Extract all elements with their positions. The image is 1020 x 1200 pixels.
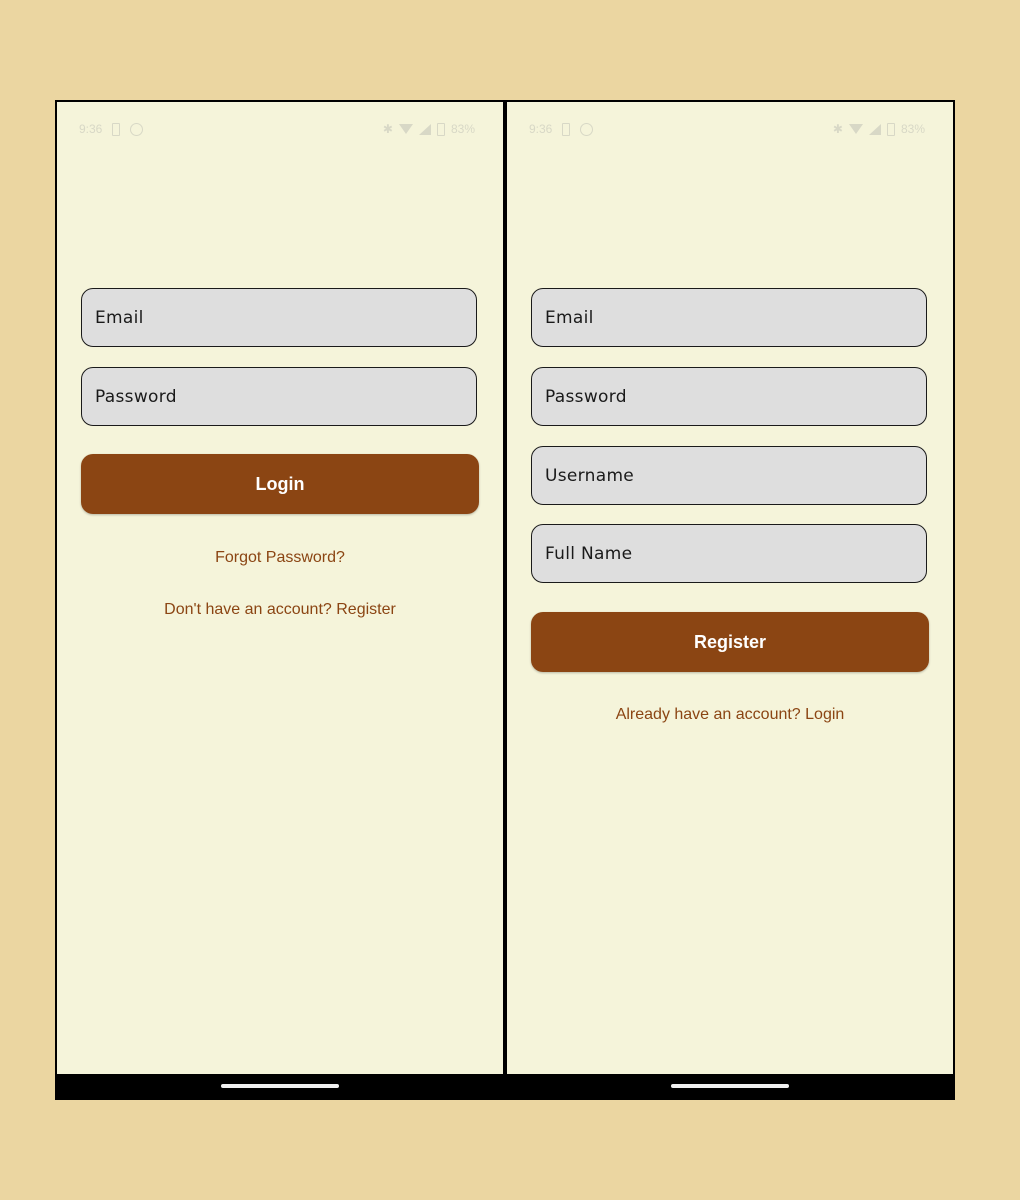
username-field[interactable] <box>531 446 927 505</box>
signal-icon <box>419 124 431 135</box>
full-name-field[interactable] <box>531 524 927 583</box>
battery-saver-icon <box>562 123 570 136</box>
email-input[interactable] <box>532 289 926 346</box>
sync-icon <box>580 123 593 136</box>
username-input[interactable] <box>532 447 926 504</box>
home-indicator[interactable] <box>671 1084 789 1088</box>
password-field[interactable] <box>81 367 477 426</box>
battery-percent: 83% <box>900 122 925 136</box>
wifi-icon <box>399 124 413 134</box>
device-frame <box>55 100 955 1100</box>
login-link[interactable]: Already have an account? Login <box>615 706 845 723</box>
battery-saver-icon <box>112 123 120 136</box>
password-field[interactable] <box>531 367 927 426</box>
bluetooth-icon: ✱ <box>832 122 843 136</box>
status-time: 9:36 <box>79 122 103 136</box>
status-bar <box>529 119 925 139</box>
wifi-icon <box>849 124 863 134</box>
password-input[interactable] <box>82 368 476 425</box>
email-field[interactable] <box>531 288 927 347</box>
forgot-password-link[interactable]: Forgot Password? <box>215 549 345 566</box>
bluetooth-icon: ✱ <box>382 122 393 136</box>
navigation-bar <box>505 1074 955 1100</box>
login-screen <box>57 102 503 1074</box>
sync-icon <box>130 123 143 136</box>
register-screen <box>507 102 953 1074</box>
battery-percent: 83% <box>450 122 475 136</box>
register-link[interactable]: Don't have an account? Register <box>164 601 396 618</box>
navigation-bar <box>55 1074 505 1100</box>
email-input[interactable] <box>82 289 476 346</box>
full-name-input[interactable] <box>532 525 926 582</box>
status-bar <box>79 119 475 139</box>
login-button[interactable]: Login <box>81 454 479 514</box>
signal-icon <box>869 124 881 135</box>
battery-icon <box>887 123 895 136</box>
register-button[interactable]: Register <box>531 612 929 672</box>
email-field[interactable] <box>81 288 477 347</box>
home-indicator[interactable] <box>221 1084 339 1088</box>
status-time: 9:36 <box>529 122 553 136</box>
battery-icon <box>437 123 445 136</box>
password-input[interactable] <box>532 368 926 425</box>
